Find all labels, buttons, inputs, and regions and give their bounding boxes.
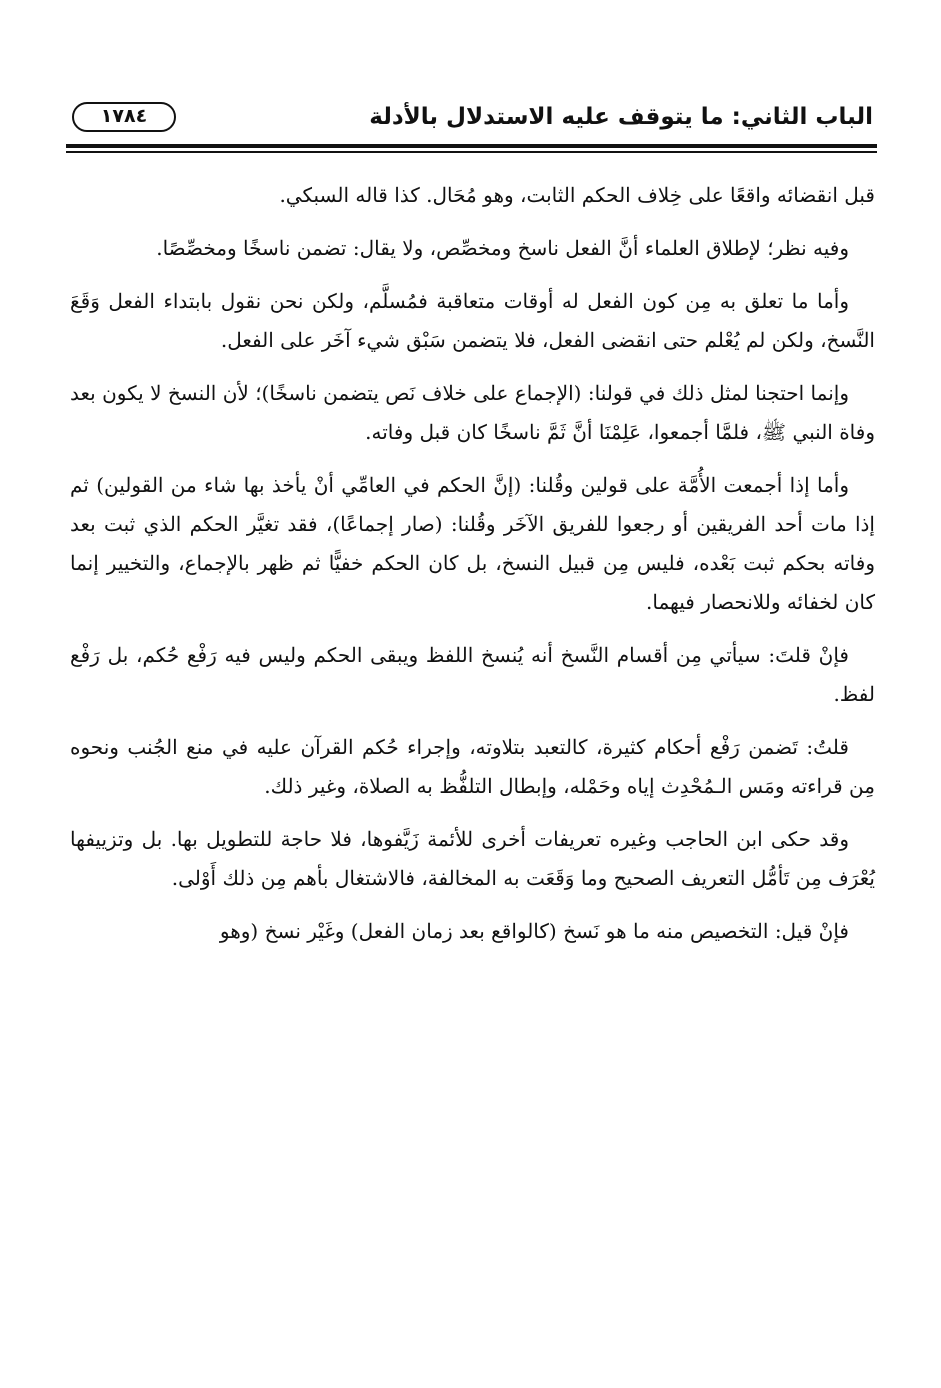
paragraph: وفيه نظر؛ لإطلاق العلماء أنَّ الفعل ناسخ ومخصِّص، ولا يقال: تضمن ناسخًا ومخصِّصًا. <box>156 236 849 260</box>
paragraph: وأما ما تعلق به مِن كون الفعل له أوقات متعاقبة فمُسلَّم، ولكن نحن نقول بابتداء الفعل وَقَعَ النَّسخ، ولكن لم يُعْلم حتى انقضى الفعل، فلا يتضمن سَبْق شيء آخَر على الفعل. <box>70 289 875 352</box>
page-number: ١٧٨٤ <box>72 102 176 132</box>
page-header <box>66 100 877 146</box>
paragraph: قبل انقضائه واقعًا على خِلاف الحكم الثابت، وهو مُحَال. كذا قاله السبكي. <box>279 183 875 207</box>
paragraph: وقد حكى ابن الحاجب وغيره تعريفات أخرى للأئمة زَيَّفوها، فلا حاجة للتطويل بها. بل وتزييفها يُعْرَف مِن تَأمُّل التعريف الصحيح وما وَقَعَت به المخالفة، فالاشتغال بأهم مِن ذلك أَوْلى. <box>70 827 875 890</box>
paragraph: فإنْ قيل: التخصيص منه ما هو نَسخ (كالواقع بعد زمان الفعل) وغَيْر نسخ (وهو <box>219 919 849 943</box>
running-title: الباب الثاني: ما يتوقف عليه الاستدلال بالأدلة <box>369 104 873 130</box>
paragraph: قلتُ: تَضمن رَفْع أحكام كثيرة، كالتعبد بتلاوته، وإجراء حُكم القرآن عليه في منع الجُنب ونحوه مِن قراءته ومَس الـمُحْدِث إياه وحَمْله، وإبطال التلفُّظ به الصلاة، وغير ذلك. <box>70 735 875 798</box>
paragraph: وإنما احتجنا لمثل ذلك في قولنا: (الإجماع على خلاف نَص يتضمن ناسخًا)؛ لأن النسخ لا يكون بعد وفاة النبي ﷺ، فلمَّا أجمعوا، عَلِمْنَا أنَّ ثَمَّ ناسخًا كان قبل وفاته. <box>70 381 875 444</box>
paragraph: وأما إذا أجمعت الأُمَّة على قولين وقُلنا: (إنَّ الحكم في العامِّي أنْ يأخذ بها شاء من القولين) ثم إذا مات أحد الفريقين أو رجعوا للفريق الآخَر وقُلنا: (صار إجماعًا)، فقد تغيَّر الحكم الذي ثبت بعد وفاته بحكم ثبت بَعْده، فليس مِن قبيل النسخ، بل كان الحكم خفيًّا ثم ظهر بالإجماع، والتخيير إنما كان لخفائه وللانحصار فيهما. <box>70 473 875 614</box>
paragraph: فإنْ قلتَ: سيأتي مِن أقسام النَّسخ أنه يُنسخ اللفظ ويبقى الحكم وليس فيه رَفْع حُكم، بل رَفْع لفظ. <box>70 643 875 706</box>
header-rule-thick <box>66 144 877 148</box>
body-text <box>70 176 875 965</box>
header-rule-thin <box>66 151 877 153</box>
